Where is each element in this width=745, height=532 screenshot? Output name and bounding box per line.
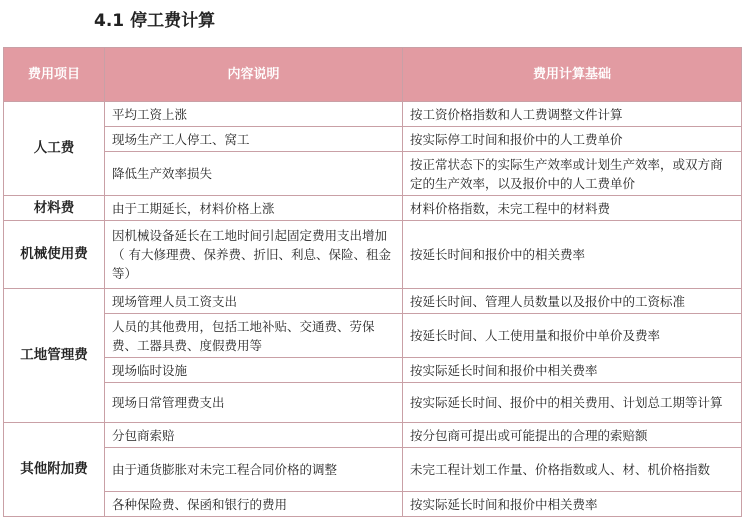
content-cell: 现场日常管理费支出	[105, 383, 403, 423]
category-cell: 其他附加费	[4, 423, 105, 517]
table-row	[4, 314, 742, 358]
content-cell: 现场生产工人停工、窝工	[105, 127, 403, 152]
basis-cell: 按延长时间和报价中的相关费率	[403, 221, 742, 289]
section-title: 停工费计算	[130, 11, 216, 31]
table-row	[4, 423, 742, 448]
basis-cell: 按实际延长时间和报价中相关费率	[403, 358, 742, 383]
basis-cell: 按实际延长时间和报价中相关费率	[403, 492, 742, 517]
basis-cell: 按工资价格指数和人工费调整文件计算	[403, 102, 742, 127]
category-cell: 机械使用费	[4, 221, 105, 289]
category-cell: 人工费	[4, 102, 105, 196]
cost-table	[3, 47, 742, 517]
content-cell: 现场管理人员工资支出	[105, 289, 403, 314]
basis-cell: 按延长时间、管理人员数量以及报价中的工资标准	[403, 289, 742, 314]
table-row	[4, 492, 742, 517]
table-row	[4, 289, 742, 314]
header-content: 内容说明	[105, 48, 403, 102]
basis-cell: 按正常状态下的实际生产效率或计划生产效率，或双方商定的生产效率，以及报价中的人工费单价	[403, 152, 742, 196]
content-cell: 分包商索赔	[105, 423, 403, 448]
content-cell: 由于通货膨胀对未完工程合同价格的调整	[105, 448, 403, 492]
content-cell: 降低生产效率损失	[105, 152, 403, 196]
basis-cell: 未完工程计划工作量、价格指数或人、材、机价格指数	[403, 448, 742, 492]
basis-cell: 按延长时间、人工使用量和报价中单价及费率	[403, 314, 742, 358]
table-row	[4, 358, 742, 383]
header-basis: 费用计算基础	[403, 48, 742, 102]
category-cell: 工地管理费	[4, 289, 105, 423]
basis-cell: 材料价格指数，未完工程中的材料费	[403, 196, 742, 221]
section-number: 4.1	[94, 11, 125, 31]
table-row	[4, 152, 742, 196]
category-cell: 材料费	[4, 196, 105, 221]
header-row	[4, 48, 742, 102]
table-row	[4, 127, 742, 152]
basis-cell: 按分包商可提出或可能提出的合理的索赔额	[403, 423, 742, 448]
table-row	[4, 196, 742, 221]
table-row	[4, 102, 742, 127]
content-cell: 平均工资上涨	[105, 102, 403, 127]
content-cell: 人员的其他费用，包括工地补贴、交通费、劳保费、工器具费、度假费用等	[105, 314, 403, 358]
basis-cell: 按实际停工时间和报价中的人工费单价	[403, 127, 742, 152]
table-row	[4, 448, 742, 492]
content-cell: 现场临时设施	[105, 358, 403, 383]
table-row	[4, 221, 742, 289]
content-cell: 各种保险费、保函和银行的费用	[105, 492, 403, 517]
content-cell: 由于工期延长，材料价格上涨	[105, 196, 403, 221]
basis-cell: 按实际延长时间、报价中的相关费用、计划总工期等计算	[403, 383, 742, 423]
header-cost-item: 费用项目	[4, 48, 105, 102]
table-row	[4, 383, 742, 423]
section-heading	[94, 8, 215, 34]
content-cell: 因机械设备延长在工地时间引起固定费用支出增加（ 有大修理费、保养费、折旧、利息、保险、租金等）	[105, 221, 403, 289]
